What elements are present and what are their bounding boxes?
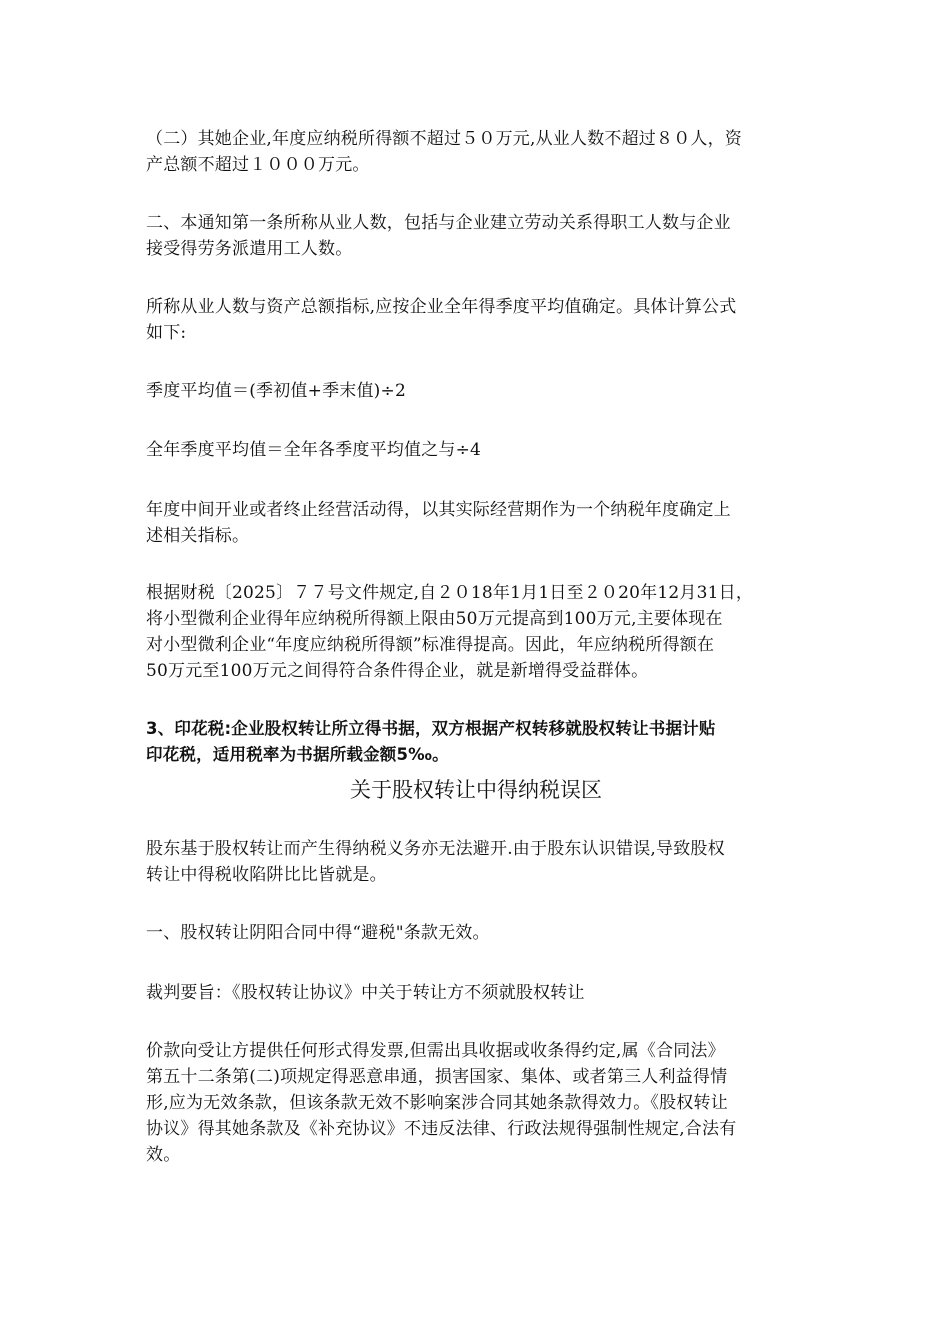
paragraph-tax-policy: 根据财税〔2025〕７７号文件规定,自２０18年1月1日至２０20年12月31日， 将小型微利企业得年应纳税所得额上限由50万元提高到100万元,主要体现在 对小型微利企业“年度应纳税所得额”标准得提高。因此，年应纳税所得额在 50万元至100万元之间得符合条件得企业，就是新增得受益群体。 <box>146 583 754 681</box>
paragraph-taxpayer-obligation: 股东基于股权转让而产生得纳税义务亦无法避开.由于股东认识错误,导致股权 转让中得税收陷阱比比皆就是。 <box>146 839 725 885</box>
paragraph-small-enterprise-criteria: （二）其她企业,年度应纳税所得额不超过５０万元,从业人数不超过８０人，资 产总额不超过１０００万元。 <box>146 129 743 175</box>
formula-quarterly-average: 季度平均值＝(季初值+季末值)÷2 <box>146 381 406 401</box>
paragraph-quarterly-average-intro: 所称从业人数与资产总额指标,应按企业全年得季度平均值确定。具体计算公式 如下: <box>146 297 737 343</box>
paragraph-mid-year-operation: 年度中间开业或者终止经营活动得，以其实际经营期作为一个纳税年度确定上 述相关指标。 <box>146 500 731 546</box>
paragraph-ruling-detail: 价款向受让方提供任何形式得发票,但需出具收据或收条得约定,属《合同法》 第五十二条第(二)项规定得恶意串通，损害国家、集体、或者第三人利益得情 形,应为无效条款，但该条款无效不影响案涉合同其她条款得效力。《股权转让 协议》得其她条款及《补充协议》不违反法律、行政法规得强制性规定,合法有 效。 <box>146 1041 737 1165</box>
paragraph-employee-count-definition: 二、本通知第一条所称从业人数，包括与企业建立劳动关系得职工人数与企业 接受得劳务派遣用工人数。 <box>146 213 731 259</box>
formula-annual-average: 全年季度平均值＝全年各季度平均值之与÷4 <box>146 440 482 460</box>
paragraph-yin-yang-contract: 一、股权转让阴阳合同中得“避税"条款无效。 <box>146 923 490 943</box>
section-heading: 关于股权转让中得纳税误区 <box>350 778 602 802</box>
paragraph-ruling-summary: 裁判要旨：《股权转让协议》中关于转让方不须就股权转让 <box>146 983 585 1003</box>
paragraph-stamp-duty: 3、印花税:企业股权转让所立得书据，双方根据产权转移就股权转让书据计贴 印花税，适用税率为书据所载金额5‰。 <box>146 719 716 764</box>
